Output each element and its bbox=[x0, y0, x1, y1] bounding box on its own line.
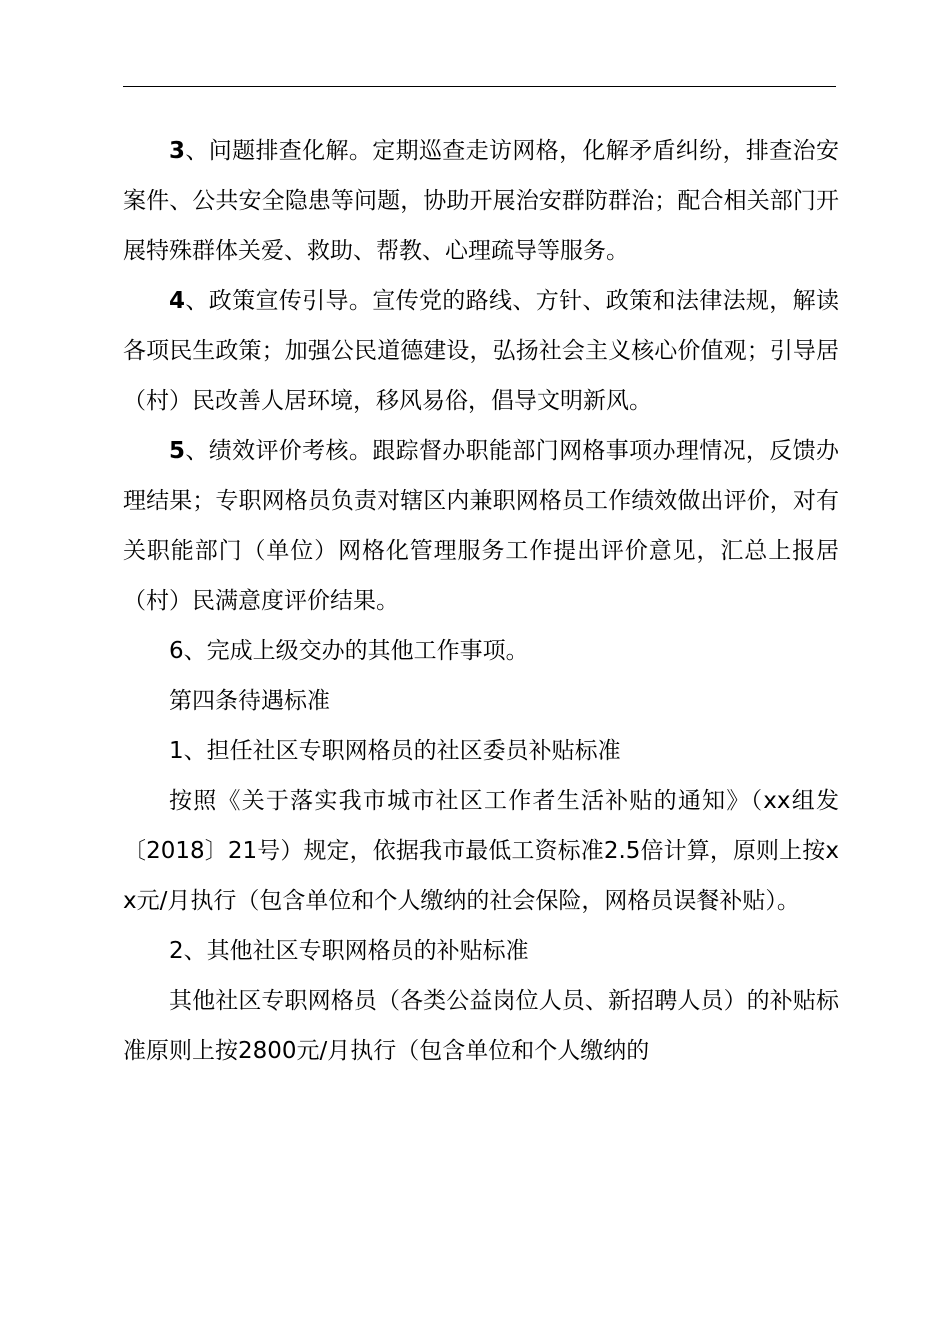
paragraph-text: 、绩效评价考核。跟踪督办职能部门网格事项办理情况，反馈办理结果；专职网格员负责对辖区内兼职网格员工作绩效做出评价，对有关职能部门（单位）网格化管理服务工作提出评价意见，汇总上报居（村）民满意度评价结果。 bbox=[123, 438, 839, 614]
item-number: 3 bbox=[169, 138, 186, 164]
header-rule bbox=[123, 86, 836, 87]
paragraph-subsidy-1: 按照《关于落实我市城市社区工作者生活补贴的通知》（xx组发〔2018〕21号）规定，依据我市最低工资标准2.5倍计算，原则上按xx元/月执行（包含单位和个人缴纳的社会保险，网格员误餐补贴）。 bbox=[123, 788, 839, 914]
item-number: 5 bbox=[169, 438, 186, 464]
item-number: 4 bbox=[169, 288, 186, 314]
document-body bbox=[123, 126, 839, 1076]
paragraph-item-6: 6、完成上级交办的其他工作事项。 bbox=[169, 638, 529, 664]
subheading-1: 1、担任社区专职网格员的社区委员补贴标准 bbox=[169, 738, 621, 764]
section-heading: 第四条待遇标准 bbox=[169, 688, 330, 714]
paragraph-item-3 bbox=[123, 126, 839, 276]
paragraph-text: 、政策宣传引导。宣传党的路线、方针、政策和法律法规，解读各项民生政策；加强公民道德建设，弘扬社会主义核心价值观；引导居（村）民改善人居环境，移风易俗，倡导文明新风。 bbox=[123, 288, 839, 414]
subheading-2: 2、其他社区专职网格员的补贴标准 bbox=[169, 938, 529, 964]
paragraph-item-4 bbox=[123, 276, 839, 426]
paragraph-subsidy-2: 其他社区专职网格员（各类公益岗位人员、新招聘人员）的补贴标准原则上按2800元/月执行（包含单位和个人缴纳的 bbox=[123, 988, 839, 1064]
paragraph-item-5 bbox=[123, 426, 839, 626]
paragraph-text: 、问题排查化解。定期巡查走访网格，化解矛盾纠纷，排查治安案件、公共安全隐患等问题，协助开展治安群防群治；配合相关部门开展特殊群体关爱、救助、帮教、心理疏导等服务。 bbox=[123, 138, 839, 264]
